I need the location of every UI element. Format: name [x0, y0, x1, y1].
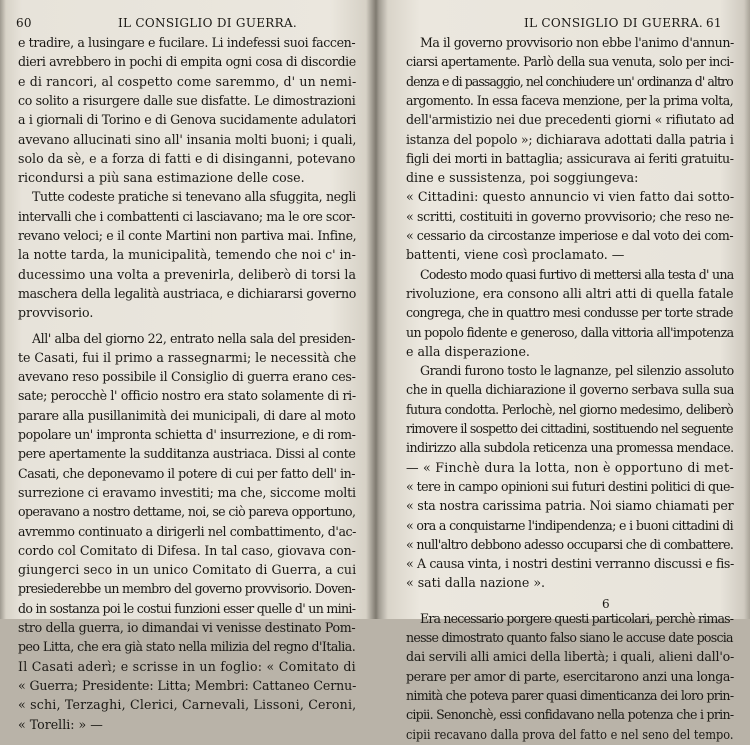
text-line: « Guerra; Presidente: Litta; Membri: Cattaneo Cernu- — [18, 677, 357, 693]
text-line: avevano reso possibile il Consiglio di guerra erano ces- — [18, 369, 356, 385]
text-line: Tutte codeste pratiche si tenevano alla sfuggita, negli — [32, 189, 356, 205]
text-line: « ora a conquistarne l'indipendenza; e i buoni cittadini di — [406, 517, 734, 533]
text-line: rivoluzione, era consono alli altri atti di quella fatale — [406, 285, 734, 301]
text-line: avevano allucinati sino all' insania molti buoni; i quali, — [18, 131, 357, 147]
text-line: rimovere il sospetto dei cittadini, sostituendo nel seguente — [406, 421, 733, 436]
text-line: « cessario da circostanze imperiose e dal voto dei com- — [406, 228, 734, 243]
text-line: indirizzo alla subdola reticenza una promessa mendace. — [406, 440, 734, 456]
text-line: parare alla pusillanimità dei municipali, di dare al moto — [18, 407, 356, 423]
text-line: Era necessario porgere questi particolari, perchè rimas- — [420, 610, 734, 626]
text-line: futura condotta. Perlochè, nel giorno medesimo, deliberò — [406, 401, 734, 417]
text-line: « Cittadini: questo annuncio vi vien fatto dai sotto- — [406, 189, 735, 205]
text-line: stro della guerra, io dimandai vi venisse destinato Pom- — [18, 620, 356, 635]
text-line: e alla disperazione. — [406, 343, 530, 359]
text-line: congrega, che in quattro mesi condusse per torte strade — [406, 305, 733, 321]
text-line: che in quella dichiarazione il governo serbava sulla sua — [406, 382, 734, 398]
text-line: « schi, Terzaghi, Clerici, Carnevali, Lissoni, Ceroni, — [18, 697, 357, 713]
left-page — [0, 0, 376, 732]
text-line: provvisorio. — [18, 305, 94, 321]
text-line: do in sostanza poi le costui funzioni esser quelle d' un mini- — [18, 600, 356, 616]
text-line: ricondursi a più sana estimazione delle cose. — [18, 170, 305, 186]
text-line: « A causa vinta, i nostri destini verranno discussi e fis- — [406, 556, 734, 572]
text-line: dai servili alli amici della libertà; i quali, alieni dall'o- — [406, 649, 735, 665]
text-line: cordo col Comitato di Difesa. In tal caso, giovava con- — [18, 542, 356, 558]
text-line: dine e sussistenza, poi soggiungeva: — [406, 170, 639, 186]
text-line: sate; perocchè l' officio nostro era stato solamente di ri- — [18, 388, 356, 404]
text-line: presiederebbe un membro del governo provvisorio. Doven- — [18, 581, 356, 597]
text-line: cipii recavano dalla prova del fatto e nel seno del tempo. — [406, 726, 734, 742]
text-line: Il Casati aderì; e scrisse in un foglio: « Comitato di — [18, 658, 356, 674]
text-line: pere apertamente la sudditanza austriaca. Dissi al conte — [18, 446, 356, 462]
text-line: maschera della legalità austriaca, e dichiararsi governo — [18, 285, 356, 301]
text-line: « sati dalla nazione ». — [406, 575, 546, 591]
text-line: ciarsi apertamente. Parlò della sua venuta, solo per inci- — [406, 54, 734, 70]
text-line: peo Litta, che era già stato nella milizia del regno d'Italia. — [18, 639, 356, 655]
text-line: « tere in campo opinioni sui futuri destini politici di que- — [406, 478, 734, 494]
text-line: « null'altro debbono adesso occuparsi che di combattere. — [406, 536, 734, 552]
text-line: All' alba del giorno 22, entrato nella sala del presiden- — [32, 330, 356, 346]
right-running-head: IL CONSIGLIO DI GUERRA. — [524, 16, 704, 30]
text-line: intervalli che i combattenti ci lasciavano; ma le ore scor- — [18, 208, 356, 224]
text-line: giungerci seco in un unico Comitato di Guerra, a cui — [18, 562, 357, 578]
text-line: revano veloci; e il conte Martini non partiva mai. Infine, — [18, 228, 357, 243]
text-line: e tradire, a lusingare e fucilare. Li indefessi suoi faccen- — [18, 35, 356, 50]
text-line: Ma il governo provvisorio non ebbe l'animo d'annun- — [420, 35, 734, 50]
text-line: Grandi furono tosto le lagnanze, pel silenzio assoluto — [420, 363, 734, 379]
text-line: figli dei morti in battaglia; assicurava ai feriti gratuitu- — [406, 150, 734, 166]
text-line: dieri avrebbero in pochi di empita ogni cosa di discordie — [18, 54, 356, 70]
text-line: « Torelli: » — — [18, 716, 103, 732]
text-line: popolare un' impronta schietta d' insurrezione, e di rom- — [18, 427, 356, 442]
text-line: Codesto modo quasi furtivo di mettersi alla testa d' una — [420, 266, 734, 282]
text-line: argomento. In essa faceva menzione, per la prima volta, — [406, 92, 734, 108]
text-line: la notte tarda, la municipalità, temendo che noi c' in- — [18, 247, 356, 263]
left-running-head: IL CONSIGLIO DI GUERRA. — [118, 16, 298, 30]
text-line: battenti, viene così proclamato. — — [406, 247, 625, 263]
text-line: Casati, che deponevamo il potere di cui per fatto dell' in- — [18, 465, 356, 481]
text-line: cipii. Senonchè, essi confidavano nella potenza che i prin- — [406, 707, 734, 723]
text-line: perare per amor di parte, esercitarono anzi una longa- — [406, 668, 734, 684]
text-line: dell'armistizio nei due precedenti giorni « rifiutato ad — [406, 112, 735, 128]
left-page-number: 60 — [16, 16, 32, 30]
text-line: « scritti, costituiti in governo provvisorio; che reso ne- — [406, 208, 734, 224]
text-line: un popolo fidente e generoso, dalla vittoria all'impotenza — [406, 324, 734, 340]
text-line: avremmo continuato a dirigerli nel combattimento, d'ac- — [18, 523, 356, 539]
text-line: nimità che poteva parer quasi dimenticanza dei loro prin- — [406, 687, 734, 703]
signature-mark: 6 — [602, 597, 610, 611]
text-line: co solito a risurgere dalle sue disfatte. Le dimostrazioni — [18, 92, 356, 108]
text-line: operavano a nostro dettame, noi, se ciò pareva opportuno, — [18, 504, 356, 520]
text-line: denza e di passaggio, nel conchiudere un' ordinanza d' altro — [406, 73, 733, 89]
text-line: nesse dimostrato quanto falso siano le accuse date poscia — [406, 630, 733, 645]
text-line: ducessimo una volta a prevenirla, deliberò di torsi la — [18, 266, 357, 282]
text-line: — « Finchè dura la lotta, non è opportuno di met- — [406, 459, 734, 475]
text-line: surrezione ci eravamo investiti; ma che, siccome molti — [18, 484, 356, 500]
text-line: a i giornali di Torino e di Genova sucidamente adulatori — [18, 112, 356, 128]
text-line: e di rancori, al cospetto come saremmo, d' un nemi- — [18, 73, 357, 89]
text-line: te Casati, fui il primo a rassegnarmi; le necessità che — [18, 349, 357, 365]
right-page — [376, 0, 750, 742]
text-line: « sta nostra carissima patria. Noi siamo chiamati per — [406, 498, 734, 514]
text-line: istanza del popolo »; dichiarava adottati dalla patria i — [406, 131, 734, 147]
text-line: solo da sè, e a forza di fatti e di disinganni, potevano — [18, 150, 356, 166]
right-page-number: 61 — [706, 16, 722, 30]
